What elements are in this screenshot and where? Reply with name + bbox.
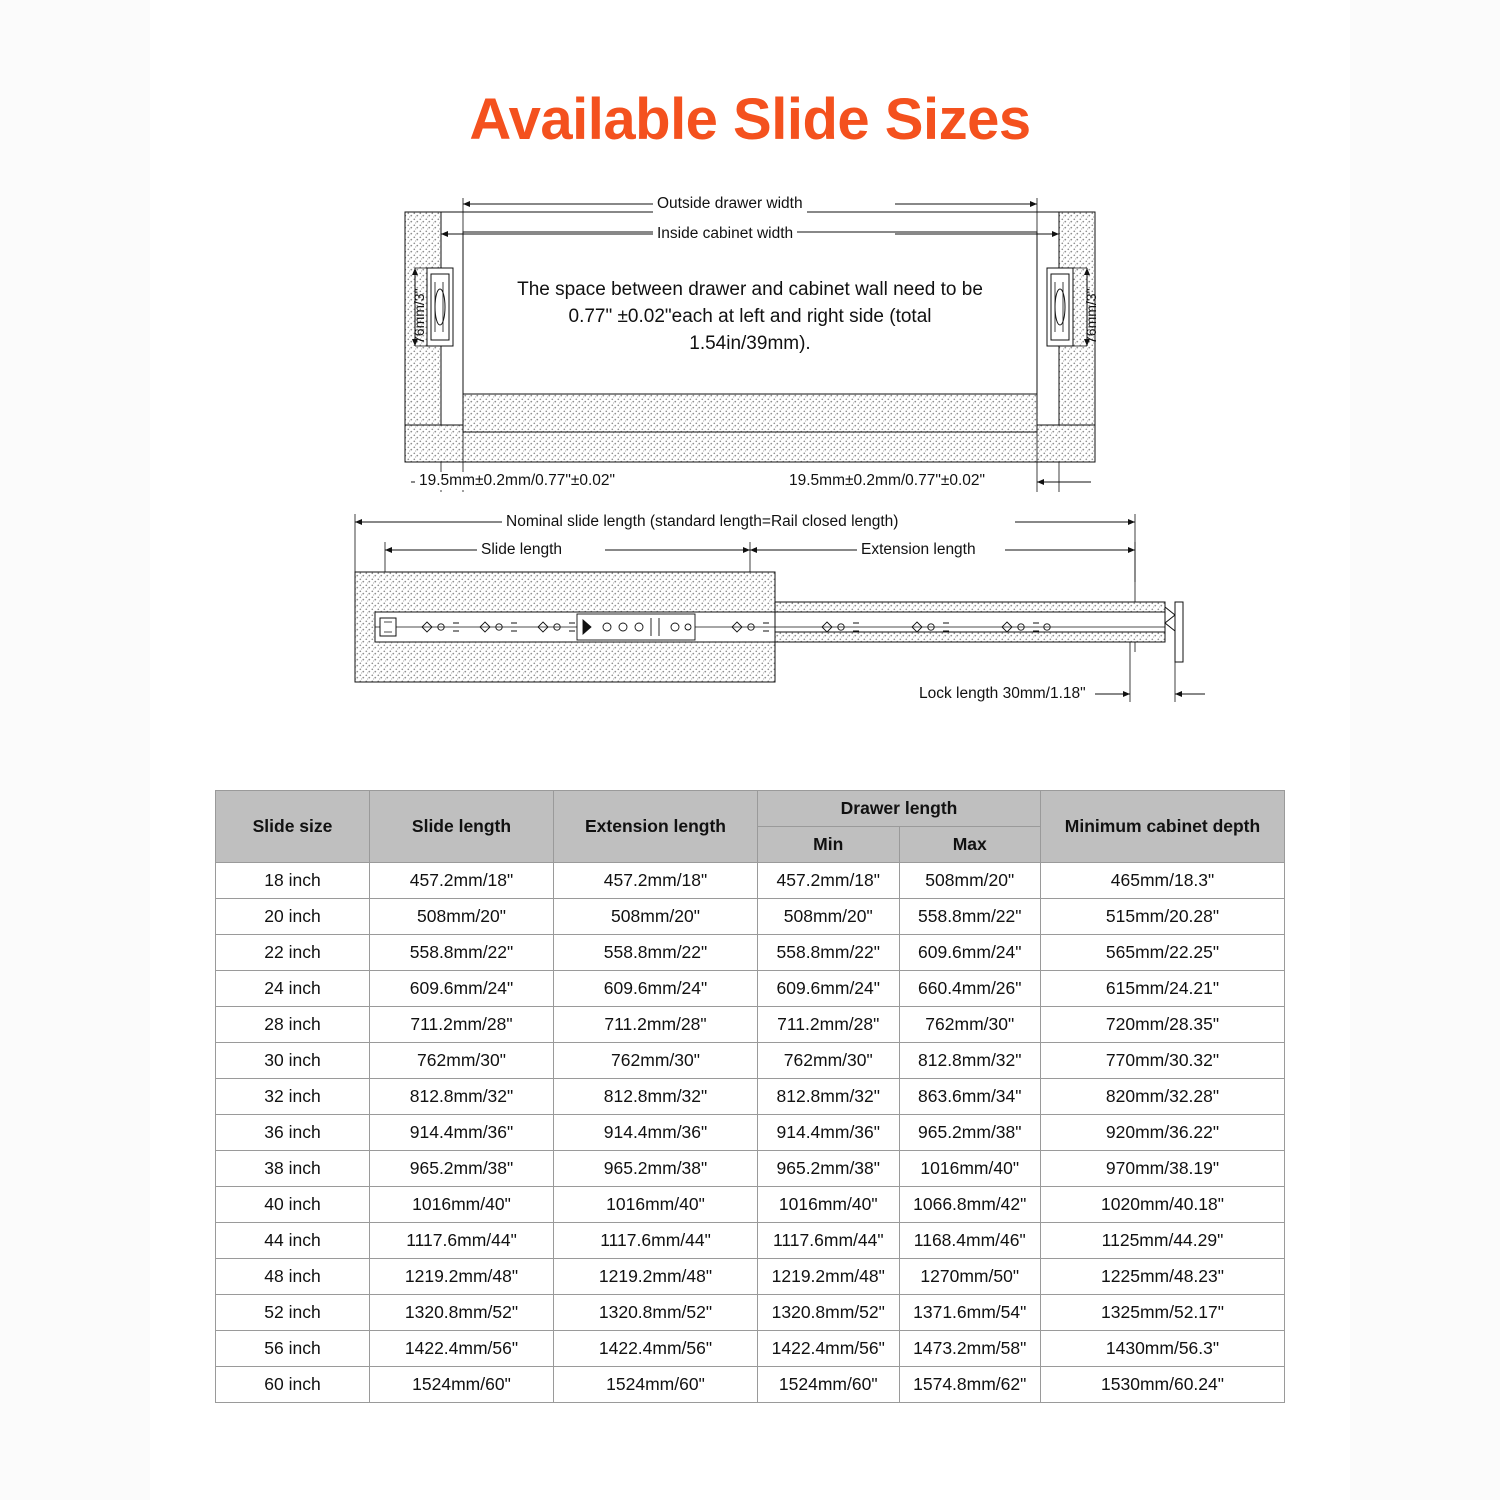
table-row — [216, 1078, 1285, 1114]
table-row — [216, 1366, 1285, 1402]
cell-slide-size: 38 inch — [216, 1150, 370, 1186]
technical-drawing — [215, 182, 1285, 782]
cell-min-cabinet-depth: 820mm/32.28" — [1041, 1078, 1285, 1114]
cell-extension-length: 812.8mm/32" — [554, 1078, 758, 1114]
cell-extension-length: 609.6mm/24" — [554, 970, 758, 1006]
cell-drawer-min: 762mm/30" — [758, 1042, 900, 1078]
cell-min-cabinet-depth: 770mm/30.32" — [1041, 1042, 1285, 1078]
table-row — [216, 1258, 1285, 1294]
cell-drawer-min: 1320.8mm/52" — [758, 1294, 900, 1330]
cell-drawer-min: 609.6mm/24" — [758, 970, 900, 1006]
cell-slide-length: 711.2mm/28" — [370, 1006, 554, 1042]
cell-drawer-max: 1473.2mm/58" — [899, 1330, 1041, 1366]
cell-slide-length: 1524mm/60" — [370, 1366, 554, 1402]
cell-slide-size: 40 inch — [216, 1186, 370, 1222]
table-row — [216, 1114, 1285, 1150]
page-title: Available Slide Sizes — [469, 87, 1031, 152]
table-row — [216, 1042, 1285, 1078]
table-row — [216, 1330, 1285, 1366]
cell-extension-length: 1117.6mm/44" — [554, 1222, 758, 1258]
cell-slide-length: 457.2mm/18" — [370, 862, 554, 898]
cell-extension-length: 1219.2mm/48" — [554, 1258, 758, 1294]
th-drawer-length: Drawer length — [758, 790, 1041, 826]
cell-drawer-min: 1016mm/40" — [758, 1186, 900, 1222]
cell-drawer-min: 1524mm/60" — [758, 1366, 900, 1402]
cell-drawer-max: 1016mm/40" — [899, 1150, 1041, 1186]
th-extension-length: Extension length — [554, 790, 758, 862]
table-body — [216, 862, 1285, 1402]
cell-slide-length: 965.2mm/38" — [370, 1150, 554, 1186]
cell-min-cabinet-depth: 565mm/22.25" — [1041, 934, 1285, 970]
th-drawer-max: Max — [899, 826, 1041, 862]
cell-drawer-max: 1371.6mm/54" — [899, 1294, 1041, 1330]
table-row — [216, 970, 1285, 1006]
cell-slide-length: 1016mm/40" — [370, 1186, 554, 1222]
cell-extension-length: 914.4mm/36" — [554, 1114, 758, 1150]
cell-drawer-min: 965.2mm/38" — [758, 1150, 900, 1186]
cell-drawer-max: 1066.8mm/42" — [899, 1186, 1041, 1222]
cell-drawer-min: 1422.4mm/56" — [758, 1330, 900, 1366]
cell-drawer-min: 1219.2mm/48" — [758, 1258, 900, 1294]
label-gap-right: 19.5mm±0.2mm/0.77"±0.02" — [785, 472, 989, 490]
cell-drawer-min: 558.8mm/22" — [758, 934, 900, 970]
cell-min-cabinet-depth: 1430mm/56.3" — [1041, 1330, 1285, 1366]
cell-extension-length: 1016mm/40" — [554, 1186, 758, 1222]
cell-min-cabinet-depth: 1125mm/44.29" — [1041, 1222, 1285, 1258]
label-inside-cabinet-width: Inside cabinet width — [653, 225, 797, 243]
cell-slide-size: 20 inch — [216, 898, 370, 934]
th-min-cabinet-depth: Minimum cabinet depth — [1041, 790, 1285, 862]
cell-slide-length: 558.8mm/22" — [370, 934, 554, 970]
cell-drawer-max: 1574.8mm/62" — [899, 1366, 1041, 1402]
label-extension-length: Extension length — [857, 541, 980, 559]
cell-slide-length: 1117.6mm/44" — [370, 1222, 554, 1258]
cell-drawer-min: 812.8mm/32" — [758, 1078, 900, 1114]
label-gap-left: 19.5mm±0.2mm/0.77"±0.02" — [415, 472, 619, 490]
cell-min-cabinet-depth: 1530mm/60.24" — [1041, 1366, 1285, 1402]
label-left-height: 76mm/3" — [411, 288, 427, 344]
table-head — [216, 790, 1285, 862]
cell-drawer-min: 914.4mm/36" — [758, 1114, 900, 1150]
cell-slide-size: 52 inch — [216, 1294, 370, 1330]
cell-slide-size: 22 inch — [216, 934, 370, 970]
cell-slide-size: 36 inch — [216, 1114, 370, 1150]
cell-slide-length: 812.8mm/32" — [370, 1078, 554, 1114]
cell-drawer-min: 508mm/20" — [758, 898, 900, 934]
cell-drawer-max: 1270mm/50" — [899, 1258, 1041, 1294]
cell-min-cabinet-depth: 465mm/18.3" — [1041, 862, 1285, 898]
cell-min-cabinet-depth: 720mm/28.35" — [1041, 1006, 1285, 1042]
cell-min-cabinet-depth: 1020mm/40.18" — [1041, 1186, 1285, 1222]
th-slide-size: Slide size — [216, 790, 370, 862]
cell-extension-length: 1524mm/60" — [554, 1366, 758, 1402]
cell-slide-size: 24 inch — [216, 970, 370, 1006]
cell-extension-length: 711.2mm/28" — [554, 1006, 758, 1042]
cell-drawer-max: 863.6mm/34" — [899, 1078, 1041, 1114]
cell-min-cabinet-depth: 1225mm/48.23" — [1041, 1258, 1285, 1294]
cell-drawer-max: 812.8mm/32" — [899, 1042, 1041, 1078]
table-row — [216, 1294, 1285, 1330]
cell-drawer-max: 660.4mm/26" — [899, 970, 1041, 1006]
cell-extension-length: 508mm/20" — [554, 898, 758, 934]
cell-slide-length: 508mm/20" — [370, 898, 554, 934]
cell-extension-length: 762mm/30" — [554, 1042, 758, 1078]
cell-slide-length: 609.6mm/24" — [370, 970, 554, 1006]
cell-drawer-max: 762mm/30" — [899, 1006, 1041, 1042]
table-row — [216, 1186, 1285, 1222]
slide-size-table-wrapper — [215, 790, 1285, 1403]
cell-min-cabinet-depth: 615mm/24.21" — [1041, 970, 1285, 1006]
cell-slide-length: 914.4mm/36" — [370, 1114, 554, 1150]
cell-slide-length: 1219.2mm/48" — [370, 1258, 554, 1294]
cell-min-cabinet-depth: 1325mm/52.17" — [1041, 1294, 1285, 1330]
content-sheet — [150, 0, 1350, 1500]
cell-slide-size: 28 inch — [216, 1006, 370, 1042]
diagram-card — [215, 182, 1285, 782]
slide-size-table — [215, 790, 1285, 1403]
cell-drawer-max: 1168.4mm/46" — [899, 1222, 1041, 1258]
table-row — [216, 934, 1285, 970]
table-row — [216, 898, 1285, 934]
th-slide-length: Slide length — [370, 790, 554, 862]
cell-extension-length: 1422.4mm/56" — [554, 1330, 758, 1366]
cell-min-cabinet-depth: 970mm/38.19" — [1041, 1150, 1285, 1186]
cell-slide-size: 56 inch — [216, 1330, 370, 1366]
cell-drawer-min: 711.2mm/28" — [758, 1006, 900, 1042]
cell-slide-length: 1422.4mm/56" — [370, 1330, 554, 1366]
cell-slide-size: 30 inch — [216, 1042, 370, 1078]
th-drawer-min: Min — [758, 826, 900, 862]
table-header-row-1 — [216, 790, 1285, 826]
cell-slide-length: 1320.8mm/52" — [370, 1294, 554, 1330]
table-row — [216, 862, 1285, 898]
cell-slide-size: 60 inch — [216, 1366, 370, 1402]
cell-slide-size: 32 inch — [216, 1078, 370, 1114]
cell-extension-length: 1320.8mm/52" — [554, 1294, 758, 1330]
label-nominal-slide-length: Nominal slide length (standard length=Rail closed length) — [502, 513, 902, 531]
clearance-note: The space between drawer and cabinet wall need to be 0.77" ±0.02"each at left and right side (total 1.54in/39mm). — [517, 278, 983, 354]
label-right-height: 76mm/3" — [1083, 288, 1099, 344]
table-row — [216, 1150, 1285, 1186]
cell-drawer-max: 965.2mm/38" — [899, 1114, 1041, 1150]
cell-extension-length: 965.2mm/38" — [554, 1150, 758, 1186]
cell-min-cabinet-depth: 515mm/20.28" — [1041, 898, 1285, 934]
cell-drawer-max: 609.6mm/24" — [899, 934, 1041, 970]
cell-extension-length: 558.8mm/22" — [554, 934, 758, 970]
cell-drawer-max: 558.8mm/22" — [899, 898, 1041, 934]
table-row — [216, 1006, 1285, 1042]
label-lock-length: Lock length 30mm/1.18" — [915, 685, 1090, 703]
label-outside-drawer-width: Outside drawer width — [653, 195, 807, 213]
label-slide-length: Slide length — [477, 541, 566, 559]
cell-slide-size: 48 inch — [216, 1258, 370, 1294]
cell-slide-size: 18 inch — [216, 862, 370, 898]
cell-slide-size: 44 inch — [216, 1222, 370, 1258]
table-row — [216, 1222, 1285, 1258]
cell-slide-length: 762mm/30" — [370, 1042, 554, 1078]
cell-drawer-min: 457.2mm/18" — [758, 862, 900, 898]
cell-drawer-min: 1117.6mm/44" — [758, 1222, 900, 1258]
cell-min-cabinet-depth: 920mm/36.22" — [1041, 1114, 1285, 1150]
cell-extension-length: 457.2mm/18" — [554, 862, 758, 898]
cell-drawer-max: 508mm/20" — [899, 862, 1041, 898]
